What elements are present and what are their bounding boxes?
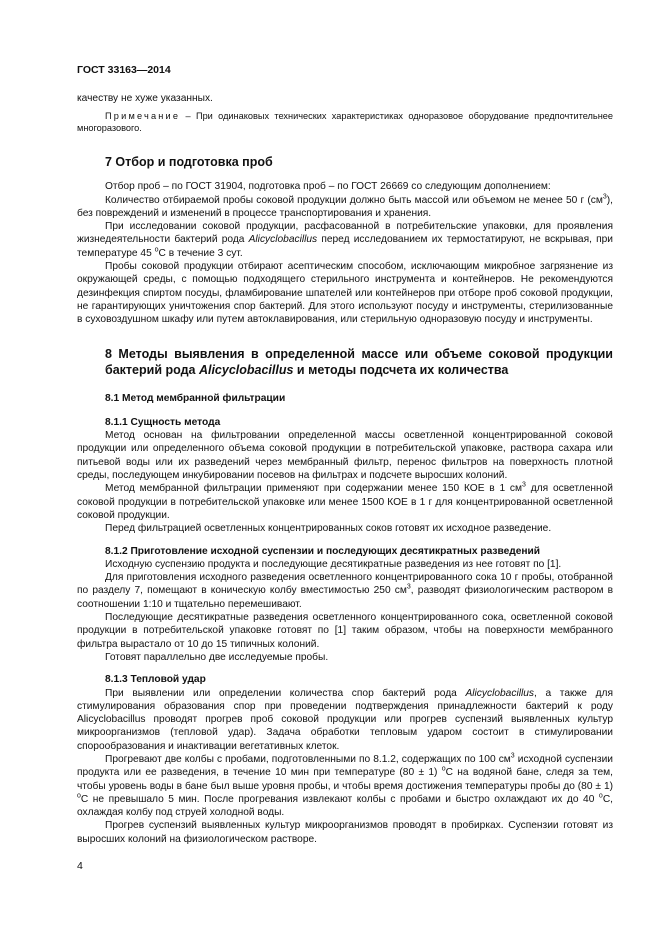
spacer [77, 536, 613, 545]
note-text: – При одинаковых технических характеристиках одноразовое оборудование предпочтительнее многоразового. [77, 111, 613, 134]
section-8-1-1-title: 8.1.1 Сущность метода [105, 416, 221, 428]
text-run: исходной суспензии продукта или ее разведения, в течение 10 мин при температуре (80 ± 1) [77, 753, 613, 779]
degree-sign: о [77, 792, 81, 800]
section-8-title [105, 346, 613, 378]
text-run: Для приготовления исходного разведения осветленного концентрированного сока 10 г пробы, отобранной по разделу 7, помещают в коническую колбу вместимостью 250 см [77, 572, 613, 597]
text-run: При выявлении или определении количества спор бактерий рода [105, 687, 466, 699]
section-8-1-2-paragraph-1: Исходную суспензию продукта и последующие десятикратные разведения из нее готовят по [1]. [105, 558, 562, 570]
genus-name: Alicyclobacillus [198, 362, 294, 377]
text-run: , разводят физиологическим раствором в соотношении 1:10 и тщательно перемешивают. [77, 585, 614, 610]
superscript: 3 [510, 752, 515, 760]
section-7-paragraph-1: Отбор проб – по ГОСТ 31904, подготовка проб – по ГОСТ 26669 со следующим дополнением: [105, 181, 551, 193]
text-run: С, охлаждая колбу под струей холодной воды. [77, 793, 613, 819]
note-label: Примечание [105, 111, 181, 122]
text-run: перед исследованием их термостатируют, не вскрывая, при температуре 45 [77, 234, 613, 259]
page-number: 4 [77, 860, 83, 872]
section-7-paragraph-3 [77, 220, 613, 260]
superscript: 3 [522, 481, 526, 489]
section-8-1-3-paragraph-2 [77, 753, 613, 819]
degree-sign: о [441, 765, 446, 773]
text-run: ), без повреждений и изменений в процессе транспортирования и хранения. [77, 194, 613, 219]
note-paragraph [77, 110, 613, 134]
text-run: Прогревают две колбы с пробами, подготовленными по 8.1.2, содержащих по 100 см [105, 753, 511, 765]
degree-sign: о [598, 792, 603, 800]
text-run: и методы подсчета их количества [293, 362, 509, 377]
text-run: С на водяной бане, следя за тем, чтобы уровень воды в бане был выше уровня пробы, и чтобы время достижения температуры пробы до (80 ± 1) [77, 767, 613, 792]
section-8-1-1-paragraph-1: Метод основан на фильтровании определенной массы осветленной концентрированной соковой продукции или определенного объема соковой продукции в потребительской упаковке, раствора сахара или питьевой воды или их разведений через мембранный фильтр, перенос фильтров на поверхность плотной среды, последующем инкубировании посевов на фильтрах и подсчете выросших колоний. [77, 430, 613, 482]
document-header: ГОСТ 33163—2014 [77, 64, 171, 76]
section-8-1-2-title: 8.1.2 Приготовление исходной суспензии и последующих десятикратных разведений [105, 545, 541, 557]
section-8-1-3-paragraph-3: Прогрев суспензий выявленных культур микроорганизмов проводят в пробирках. Суспензии готовят из выросших колоний на физиологическом растворе. [77, 820, 613, 845]
superscript: 3 [406, 584, 411, 592]
section-8-1-title: 8.1 Метод мембранной фильтрации [105, 392, 286, 404]
section-8-1-2-paragraph-3: Последующие десятикратные разведения осветленного концентрированного сока, осветленной соковой продукции в потребительской упаковке готовят по [1] таким образом, чтобы на поверхности мембранного фильтра вырастало от 10 до 15 типичных колоний. [77, 612, 613, 650]
section-8-1-2-paragraph-4: Готовят параллельно две исследуемые пробы. [105, 651, 329, 663]
section-7-title: 7 Отбор и подготовка проб [105, 155, 273, 170]
text-run: , а также для стимулирования образования спор при проведении подтверждения принадлежности бактерий к роду Alicyclobacillus проводят прогрев проб соковой продукции или прогрев суспензий выявленных культур микроорганизмов (тепловой удар). Задача обработки тепловым ударом состоит в стимулировании спорообразования и инактивации вегетативных клеток. [77, 687, 613, 752]
text-run: 8 Методы выявления в определенной массе или объеме соковой продукции бактерий рода [105, 346, 613, 377]
section-8-1-1-paragraph-2 [77, 482, 613, 522]
section-8-1-2-paragraph-2 [77, 571, 613, 611]
text-run: Метод мембранной фильтрации применяют при содержании менее 150 КОЕ в 1 см [105, 483, 523, 495]
text-run: для осветленной соковой продукции в потребительской упаковке или менее 1500 КОЕ в 1 г для концентрированной осветленной соковой продукции. [77, 483, 613, 521]
spacer [77, 664, 613, 673]
intro-paragraph: качеству не хуже указанных. [77, 93, 213, 104]
section-8-1-3-title: 8.1.3 Тепловой удар [105, 674, 206, 686]
text-run: С не превышало 5 мин. После прогревания извлекают колбы с пробами и быстро охлаждают их до 40 [80, 793, 599, 805]
section-8-1-1-paragraph-3: Перед фильтрацией осветленных концентрированных соков готовят их исходное разведение. [105, 523, 552, 535]
section-7-paragraph-4: Пробы соковой продукции отбирают асептическим способом, исключающим микробное загрязнение из окружающей среды, с помощью подходящего стерильного инструмента и контейнеров. Не рекомендуются дезинфекция спиртом посуды, фламбирование шпателей или контейнеров при отборе проб соковой продукции, не гарантирующих уничтожения спор бактерий. Для этого используют посуду и инструменты, стерилизованные в суховоздушном шкафу или путем автоклавирования, или стерильную одноразовую посуду и инструменты. [77, 261, 613, 326]
genus-name: Alicyclobacillus [465, 687, 534, 699]
text-run: С в течение 3 сут. [158, 247, 243, 259]
text-run: Количество отбираемой пробы соковой продукции должно быть массой или объемом не менее 50 г (см [105, 194, 603, 206]
degree-sign: о [154, 246, 159, 254]
document-body [77, 92, 613, 846]
superscript: 3 [602, 193, 607, 201]
section-8-1-3-paragraph-1 [77, 687, 613, 753]
section-7-paragraph-2 [77, 194, 613, 221]
genus-name: Alicyclobacillus [248, 234, 318, 246]
text-run: При исследовании соковой продукции, расфасованной в потребительские упаковки, для проявления жизнедеятельности бактерий рода [77, 221, 613, 246]
